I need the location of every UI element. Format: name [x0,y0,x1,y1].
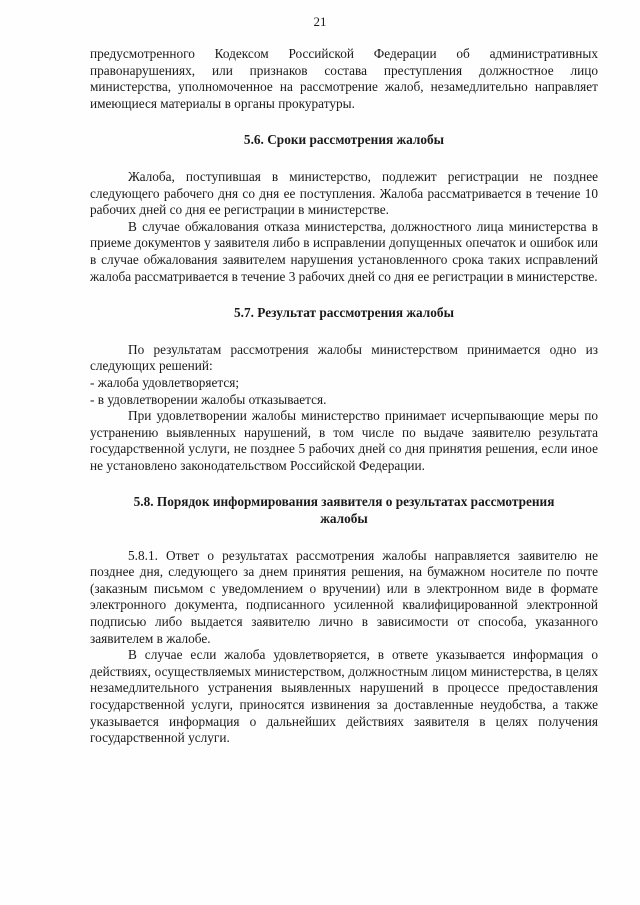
section-5-7-list-item-2: - в удовлетворении жалобы отказывается. [90,391,327,407]
section-heading-5-8-line-1: 5.8. Порядок информирования заявителя о результатах рассмотрения [133,494,555,510]
section-5-8-paragraph-2: В случае если жалоба удовлетворяется, в ответе указывается информация о действиях, осуществляемых министерством, должностным лицом министерства, в целях незамедлительного устранения выявленных нарушений в процессе предоставления государственной услуги, приносятся извинения за доставленные неудобства, а также указывается информация о дальнейших действиях заявителя в целях получения государственной услуги. [90,647,598,746]
section-5-7-paragraph-2: При удовлетворении жалобы министерство принимает исчерпывающие меры по устранению выявленных нарушений, в том числе по выдаче заявителю результата государственной услуги, не позднее 5 рабочих дней со дня принятия решения, если иное не установлено законодательством Российской Федерации. [90,408,598,473]
section-5-8-paragraph-1: 5.8.1. Ответ о результатах рассмотрения жалобы направляется заявителю не позднее дня, следующего за днем принятия решения, на бумажном носителе по почте (заказным письмом с уведомлением о вручении) или в электронном виде в формате электронного документа, подписанного усиленной квалифицированной электронной подписью либо выдается заявителю лично в зависимости от способа, указанного заявителем в жалобе. [90,547,598,646]
section-5-7-list-item-1: - жалоба удовлетворяется; [90,374,240,390]
section-heading-5-7: 5.7. Результат рассмотрения жалобы [234,305,454,321]
section-5-6-paragraph-1: Жалоба, поступившая в министерство, подлежит регистрации не позднее следующего рабочего дня со дня ее поступления. Жалоба рассматривается в течение 10 рабочих дней со дня ее регистрации в министерстве. [90,168,598,218]
section-5-6-paragraph-2: В случае обжалования отказа министерства, должностного лица министерства в приеме документов у заявителя либо в исправлении допущенных опечаток и ошибок или в случае обжалования заявителем нарушения установленного срока таких исправлений жалоба рассматривается в течение 3 рабочих дней со дня ее регистрации в министерстве. [90,218,598,284]
page-number: 21 [313,14,327,29]
intro-paragraph: предусмотренного Кодексом Российской Федерации об административных правонарушениях, или признаков состава преступления должностное лицо министерства, уполномоченное на рассмотрение жалоб, незамедлительно направляет имеющиеся материалы в органы прокуратуры. [90,46,598,111]
document-body [90,46,598,747]
section-heading-5-8-line-2: жалобы [320,511,368,527]
section-heading-5-8 [90,494,598,527]
section-heading-5-6: 5.6. Сроки рассмотрения жалобы [243,132,445,148]
section-5-7-paragraph-1: По результатам рассмотрения жалобы министерством принимается одно из следующих решений: [90,341,598,374]
